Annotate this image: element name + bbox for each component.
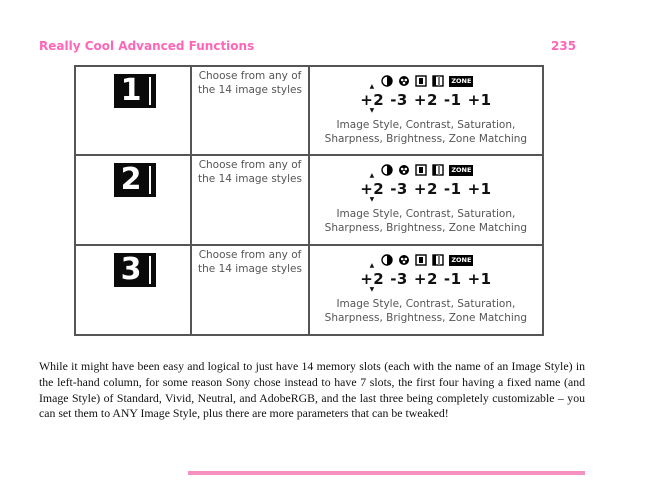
parameter-description: Image Style, Contrast, Saturation, Sharpness, Brightness, Zone Matching (324, 119, 528, 145)
parameter-value: +2 (413, 180, 438, 198)
parameter-icons (310, 253, 542, 267)
section-title: Really Cool Advanced Functions (39, 39, 255, 53)
parameters-cell (309, 66, 543, 155)
contrast-icon (380, 75, 393, 88)
slot-row (75, 66, 543, 155)
slot-number-cell (75, 245, 191, 335)
parameter-value: -3 (390, 270, 408, 288)
contrast-icon (380, 164, 393, 177)
saturation-icon (397, 254, 410, 267)
parameter-value: +1 (467, 180, 492, 198)
style-choice-cell (191, 245, 309, 335)
saturation-icon (397, 164, 410, 177)
parameter-values (310, 90, 542, 112)
brightness-icon (431, 75, 444, 88)
contrast-icon (380, 254, 393, 267)
parameter-value: -1 (443, 91, 462, 109)
parameter-value: +2 (413, 270, 438, 288)
slot-row (75, 245, 543, 335)
parameter-value: -1 (443, 270, 462, 288)
slot-number-badge (114, 253, 156, 287)
sharpness-icon (414, 75, 427, 88)
slot-row (75, 155, 543, 245)
zone-icon: ZONE (451, 166, 472, 174)
footer-bar (188, 471, 585, 475)
parameter-icons (310, 163, 542, 177)
slot-number-badge (114, 74, 156, 108)
slot-number: 2 (120, 162, 142, 197)
parameter-value: +2 (413, 91, 438, 109)
parameter-description: Image Style, Contrast, Saturation, Sharpness, Brightness, Zone Matching (324, 298, 528, 324)
parameters-cell (309, 155, 543, 245)
parameter-value: -3 (390, 180, 408, 198)
sharpness-icon (414, 254, 427, 267)
brightness-icon (431, 164, 444, 177)
zone-icon: ZONE (451, 77, 472, 85)
slot-number-badge (114, 163, 156, 197)
parameter-icons (310, 74, 542, 88)
slot-number: 1 (120, 73, 142, 108)
page-number: 235 (551, 39, 577, 53)
saturation-icon (397, 75, 410, 88)
slot-number-cell (75, 66, 191, 155)
style-choice-cell (191, 155, 309, 245)
style-choice-cell (191, 66, 309, 155)
zone-icon: ZONE (451, 256, 472, 264)
brightness-icon (431, 254, 444, 267)
parameter-value: +1 (467, 91, 492, 109)
style-choice-text: Choose from any of the 14 image styles (198, 70, 302, 96)
parameter-value: -3 (390, 91, 408, 109)
selected-value: ▲ +2 ▼ (360, 90, 384, 110)
style-choice-text: Choose from any of the 14 image styles (198, 249, 302, 275)
sharpness-icon (414, 164, 427, 177)
slot-number-cell (75, 155, 191, 245)
style-choice-text: Choose from any of the 14 image styles (198, 159, 302, 185)
slot-number: 3 (120, 252, 142, 287)
selected-value: ▲ +2 ▼ (360, 179, 384, 199)
memory-slots-table (74, 65, 544, 336)
selected-value: ▲ +2 ▼ (360, 269, 384, 289)
body-paragraph: While it might have been easy and logical to just have 14 memory slots (each with the name of an Image Style) in the left-hand column, for some reason Sony chose instead to have 7 slots, the first four having a fixed name (and Image Style) of Standard, Vivid, Neutral, and AdobeRGB, and the last three being completely customizable – you can set them to ANY Image Style, plus there are more parameters that can be tweaked! (39, 359, 585, 421)
parameter-values (310, 269, 542, 291)
parameter-value: -1 (443, 180, 462, 198)
parameter-description: Image Style, Contrast, Saturation, Sharpness, Brightness, Zone Matching (324, 208, 528, 234)
parameters-cell (309, 245, 543, 335)
parameter-values (310, 179, 542, 201)
parameter-value: +1 (467, 270, 492, 288)
